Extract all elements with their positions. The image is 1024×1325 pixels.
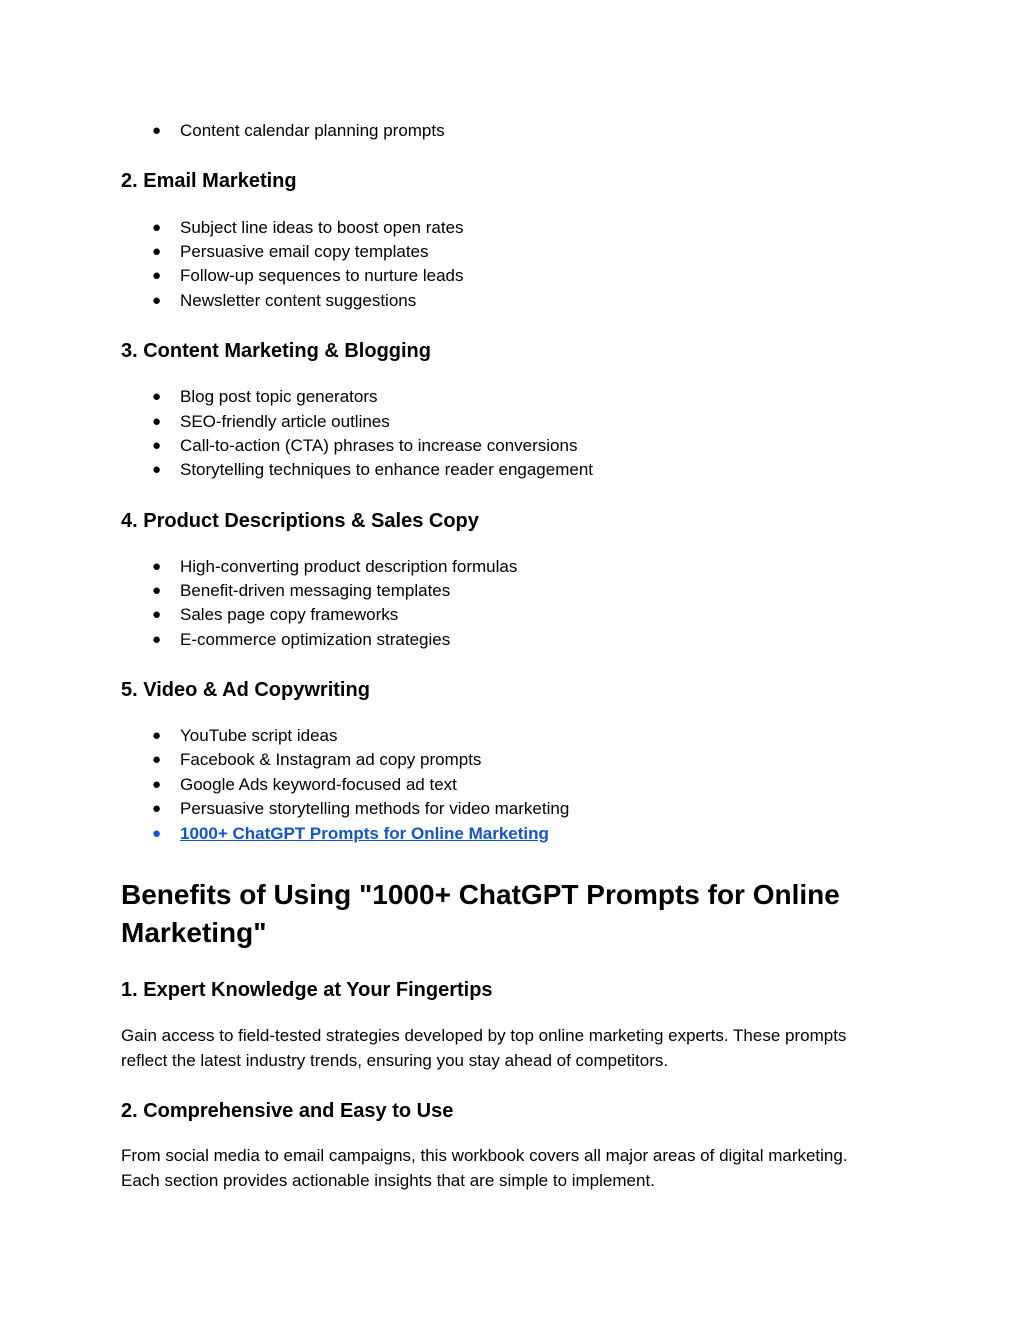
- bullet-icon: ●: [152, 800, 162, 817]
- bullet-icon: ●: [152, 267, 162, 284]
- benefits-title: Benefits of Using "1000+ ChatGPT Prompts for Online Marketing": [121, 879, 840, 948]
- chatgpt-prompts-link[interactable]: 1000+ ChatGPT Prompts for Online Marketing: [180, 824, 549, 843]
- bullet-icon: ●: [152, 558, 162, 575]
- bullet-icon: ●: [152, 727, 162, 744]
- bullet-icon: ●: [152, 292, 162, 309]
- bullet-icon: ●: [152, 388, 162, 405]
- benefit-heading-expert-knowledge: 1. Expert Knowledge at Your Fingertips: [121, 979, 493, 1001]
- bullet-icon: ●: [152, 582, 162, 599]
- bullet-icon: ●: [152, 825, 162, 842]
- bullet-icon: ●: [152, 631, 162, 648]
- benefit-paragraph: Gain access to field-tested strategies developed by top online marketing experts. These prompts reflect the latest industry trends, ensuring you stay ahead of competitors.: [121, 1026, 847, 1070]
- bullet-icon: ●: [152, 606, 162, 623]
- bullet-icon: ●: [152, 437, 162, 454]
- section-heading-video-ad-copywriting: 5. Video & Ad Copywriting: [121, 679, 370, 701]
- bullet-icon: ●: [152, 776, 162, 793]
- bullet-icon: ●: [152, 461, 162, 478]
- bullet-icon: ●: [152, 413, 162, 430]
- section-heading-content-marketing: 3. Content Marketing & Blogging: [121, 340, 431, 362]
- benefit-paragraph: From social media to email campaigns, this workbook covers all major areas of digital marketing. Each section provides actionable insights that are simple to implement.: [121, 1146, 848, 1190]
- bullet-icon: ●: [152, 751, 162, 768]
- benefit-heading-comprehensive: 2. Comprehensive and Easy to Use: [121, 1100, 454, 1122]
- section-heading-product-descriptions: 4. Product Descriptions & Sales Copy: [121, 510, 479, 532]
- bullet-icon: ●: [152, 219, 162, 236]
- section-heading-email-marketing: 2. Email Marketing: [121, 170, 297, 192]
- bullet-icon: ●: [152, 122, 162, 139]
- bullet-icon: ●: [152, 243, 162, 260]
